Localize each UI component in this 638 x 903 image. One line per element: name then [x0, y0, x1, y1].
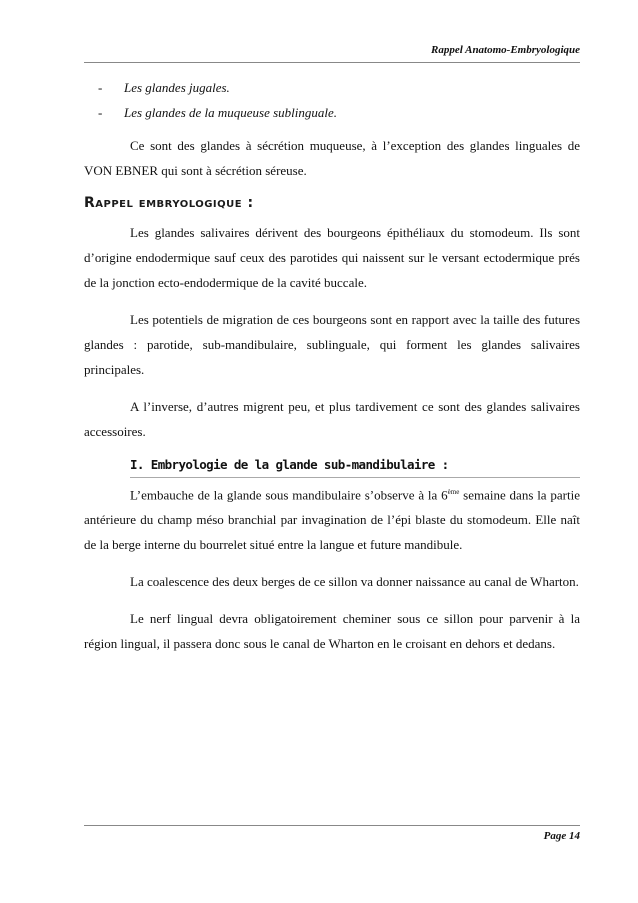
bullet-text: Les glandes jugales.: [124, 80, 230, 95]
section-heading: Rappel embryologique :: [84, 195, 254, 211]
page-content: [84, 75, 580, 668]
list-item: - Les glandes de la muqueuse sublinguale.: [98, 105, 338, 120]
intro-paragraph: Ce sont des glandes à sécrétion muqueuse, à l’exception des glandes linguales de VON EBNER qui sont à sécrétion séreuse.: [84, 138, 580, 178]
footer-divider: [84, 825, 580, 826]
subsection-heading: I. Embryologie de la glande sub-mandibulaire :: [130, 457, 449, 472]
header-divider: [84, 62, 580, 63]
body-paragraph: Les potentiels de migration de ces bourgeons sont en rapport avec la taille des futures glandes : parotide, sub-mandibulaire, sublinguale, qui forment les glandes salivaires principales.: [84, 312, 580, 377]
superscript: ème: [447, 488, 460, 496]
body-paragraph: L’embauche de la glande sous mandibulaire s’observe à la 6ème semaine dans la partie antérieure du champ méso branchial par invagination de l’épi blaste du stomodeum. Elle naît de la berge interne du bourrelet situé entre la langue et future mandibule.: [84, 487, 580, 553]
body-paragraph: Le nerf lingual devra obligatoirement cheminer sous ce sillon pour parvenir à la région lingual, il passera donc sous le canal de Wharton en le croisant en dehors et dedans.: [84, 611, 580, 652]
bullet-list: [84, 75, 580, 125]
body-paragraph: La coalescence des deux berges de ce sillon va donner naissance au canal de Wharton.: [130, 574, 579, 590]
body-paragraph: Les glandes salivaires dérivent des bourgeons épithéliaux du stomodeum. Ils sont d’origine endodermique sauf ceux des parotides qui naissent sur le versant ectodermique prés de la jonction ecto-endodermique de la cavité buccale.: [84, 225, 580, 290]
bullet-text: Les glandes de la muqueuse sublinguale.: [124, 105, 338, 120]
subsection-divider: [130, 477, 580, 478]
body-paragraph: A l’inverse, d’autres migrent peu, et plus tardivement ce sont des glandes salivaires accessoires.: [84, 399, 580, 439]
page-number: Page 14: [543, 830, 580, 842]
running-header: Rappel Anatomo-Embryologique: [430, 44, 580, 56]
list-item: - Les glandes jugales.: [98, 80, 230, 95]
